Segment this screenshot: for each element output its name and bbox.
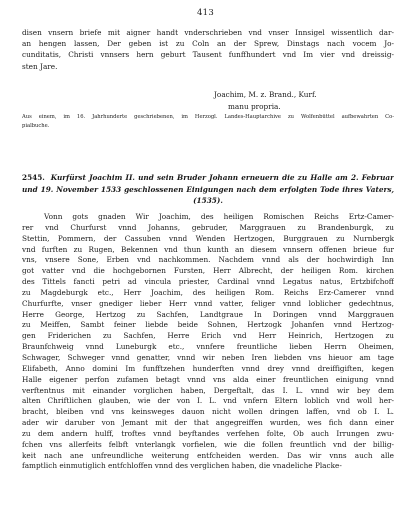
source-note-line: Aus einem, im 16. Jahrhunderte geschriebenen, im Herzogl. Landes-Hauptarchive zu Wolfenbüttel aufbewahrten Co- (22, 114, 394, 120)
source-note-line: pialbuche. (22, 122, 50, 129)
text-line: disen vnsern briefe mit aigner handt vnderschrieben vnd vnser Innsigel wissentlich dar- (22, 28, 394, 37)
body-text-line: vnd furften zu Rugen, Bekennen vnd thun kunth an diesem vnnsern offenen brieue fur (22, 244, 394, 254)
body-text-line: Elifabeth, Anno domini Im funfftzehen hunderften vnnd drey vnnd dreiffigiften, kegen (22, 363, 394, 373)
signature-name: Joachim, M. z. Brand., Kurf. (214, 90, 317, 99)
body-text-line: verftentnus mit einander vorglichen haben, Dergeftalt, das I. L. vnnd wir bey dem (22, 385, 394, 395)
heading-text: Kurfürst Joachim II. und sein Bruder Johann erneuern die zu Halle am 2. Februar (50, 173, 394, 182)
body-text-line: des Tittels fancti petri ad vincula priester, Cardinal vnnd Legatus natus, Ertzbifchoff (22, 277, 394, 287)
body-text-line: rer vnd Churfurst vnnd Johanns, gebruder, Marggrauen zu Brandenburgk, zu (22, 222, 394, 232)
body-text-line: gen Friderichen zu Sachfen, Herre Erich vnd Herr Heinrich, Hertzogen zu (22, 331, 394, 341)
signature-block (214, 89, 394, 112)
heading-line: und 19. November 1533 geschlossenen Einigungen nach dem erfolgten Tode ihres Vaters, (22, 184, 394, 194)
body-text-line: Halle eigener perfon zufamen betagt vnnd vns alda einer freuntlichen einigung vnnd (22, 374, 394, 384)
body-text-line: Stettin, Pommern, der Cassuben vnnd Wenden Hertzogen, Burggrauen zu Nurnbergk (22, 233, 394, 243)
body-text-line: zu Meiffen, Sambt feiner liebde beide Sohnen, Hertzogk Johanfen vnnd Hertzog- (22, 320, 394, 330)
body-text-line: Schwager, Schweger vnnd genatter, vnnd wir neben Iren liebden vns hieuor am tage (22, 352, 394, 362)
body-text-line: zu Magdeburgk etc., Herr Joachim, des heiligen Rom. Reichs Erz-Camerer vnnd (22, 287, 394, 297)
document-body (22, 212, 394, 472)
heading-line (22, 172, 394, 184)
body-text-line: Vonn gots gnaden Wir Joachim, des heiligen Romischen Reichs Ertz-Camer- (44, 212, 394, 221)
signature-manu-propria: manu propria. (228, 101, 281, 111)
text-line: cunditatis, Christi vnnsers hern geburt Tausent funffhundert vnd Im vier vnd dreissig- (22, 50, 394, 60)
source-note (22, 113, 394, 131)
text-line: sten Jare. (22, 61, 58, 71)
body-text-line: Churfurfte, vnser gnediger lieber Herr vnnd vatter, feliger vnnd loblicher gedechtnus, (22, 298, 394, 308)
document-heading (22, 172, 394, 207)
body-text-line: Braunfchweig vnnd Luneburgk etc., vnnfere freuntliche lieben Herrn Oheimen, (22, 342, 394, 352)
body-text-line: vns, vnsere Sone, Erben vnd nachkommen. Nachdem vnnd als der hochwirdigh Inn (22, 255, 394, 265)
text-line: an hengen lassen, Der geben ist zu Coln an der Sprew, Dinstags nach vocem Jo- (22, 39, 394, 49)
body-text-line: famptlich einmutiglich entfchloffen vnnd des verglichen haben, die vnadeliche Placke- (22, 461, 342, 471)
body-text-line: alten Chriftlichen glauben, wie der von I. L. vnd vnfern Eltern loblich vnd woll her- (22, 396, 394, 406)
body-text-line: zu dem andern hulff, troftes vnnd beyftandes verfehen folte, Ob auch Irrungen zwu- (22, 428, 394, 438)
page-number: 413 (196, 8, 215, 18)
document-number: 2545. (22, 173, 45, 182)
body-text-line: keit nach ane unfreundliche weiterung entfcheiden werden. Das wir vnns auch alle (22, 450, 394, 460)
body-text-line: Herre George, Hertzog zu Sachfen, Landtgraue In Doringen vnnd Marggrauen (22, 309, 394, 319)
body-text-line: bracht, bleiben vnd vns keinsweges dauon nicht wollen dringen laffen, vnd ob I. L. (22, 407, 394, 417)
heading-line: (1535). (193, 196, 223, 206)
previous-document-closing (22, 27, 394, 72)
body-text-line: fchen vns allerfeits felbft vnterlangk vorfielen, wie die follen freuntlich vnd der billig- (22, 439, 394, 449)
body-text-line: ader wir daruber von Jemant mit der that angegreiffen wurden, wes fich dann einer (22, 418, 394, 428)
body-text-line: got vatter vnd die hochgebornen Fursten, Herr Albrecht, der heiligen Rom. kirchen (22, 266, 394, 276)
